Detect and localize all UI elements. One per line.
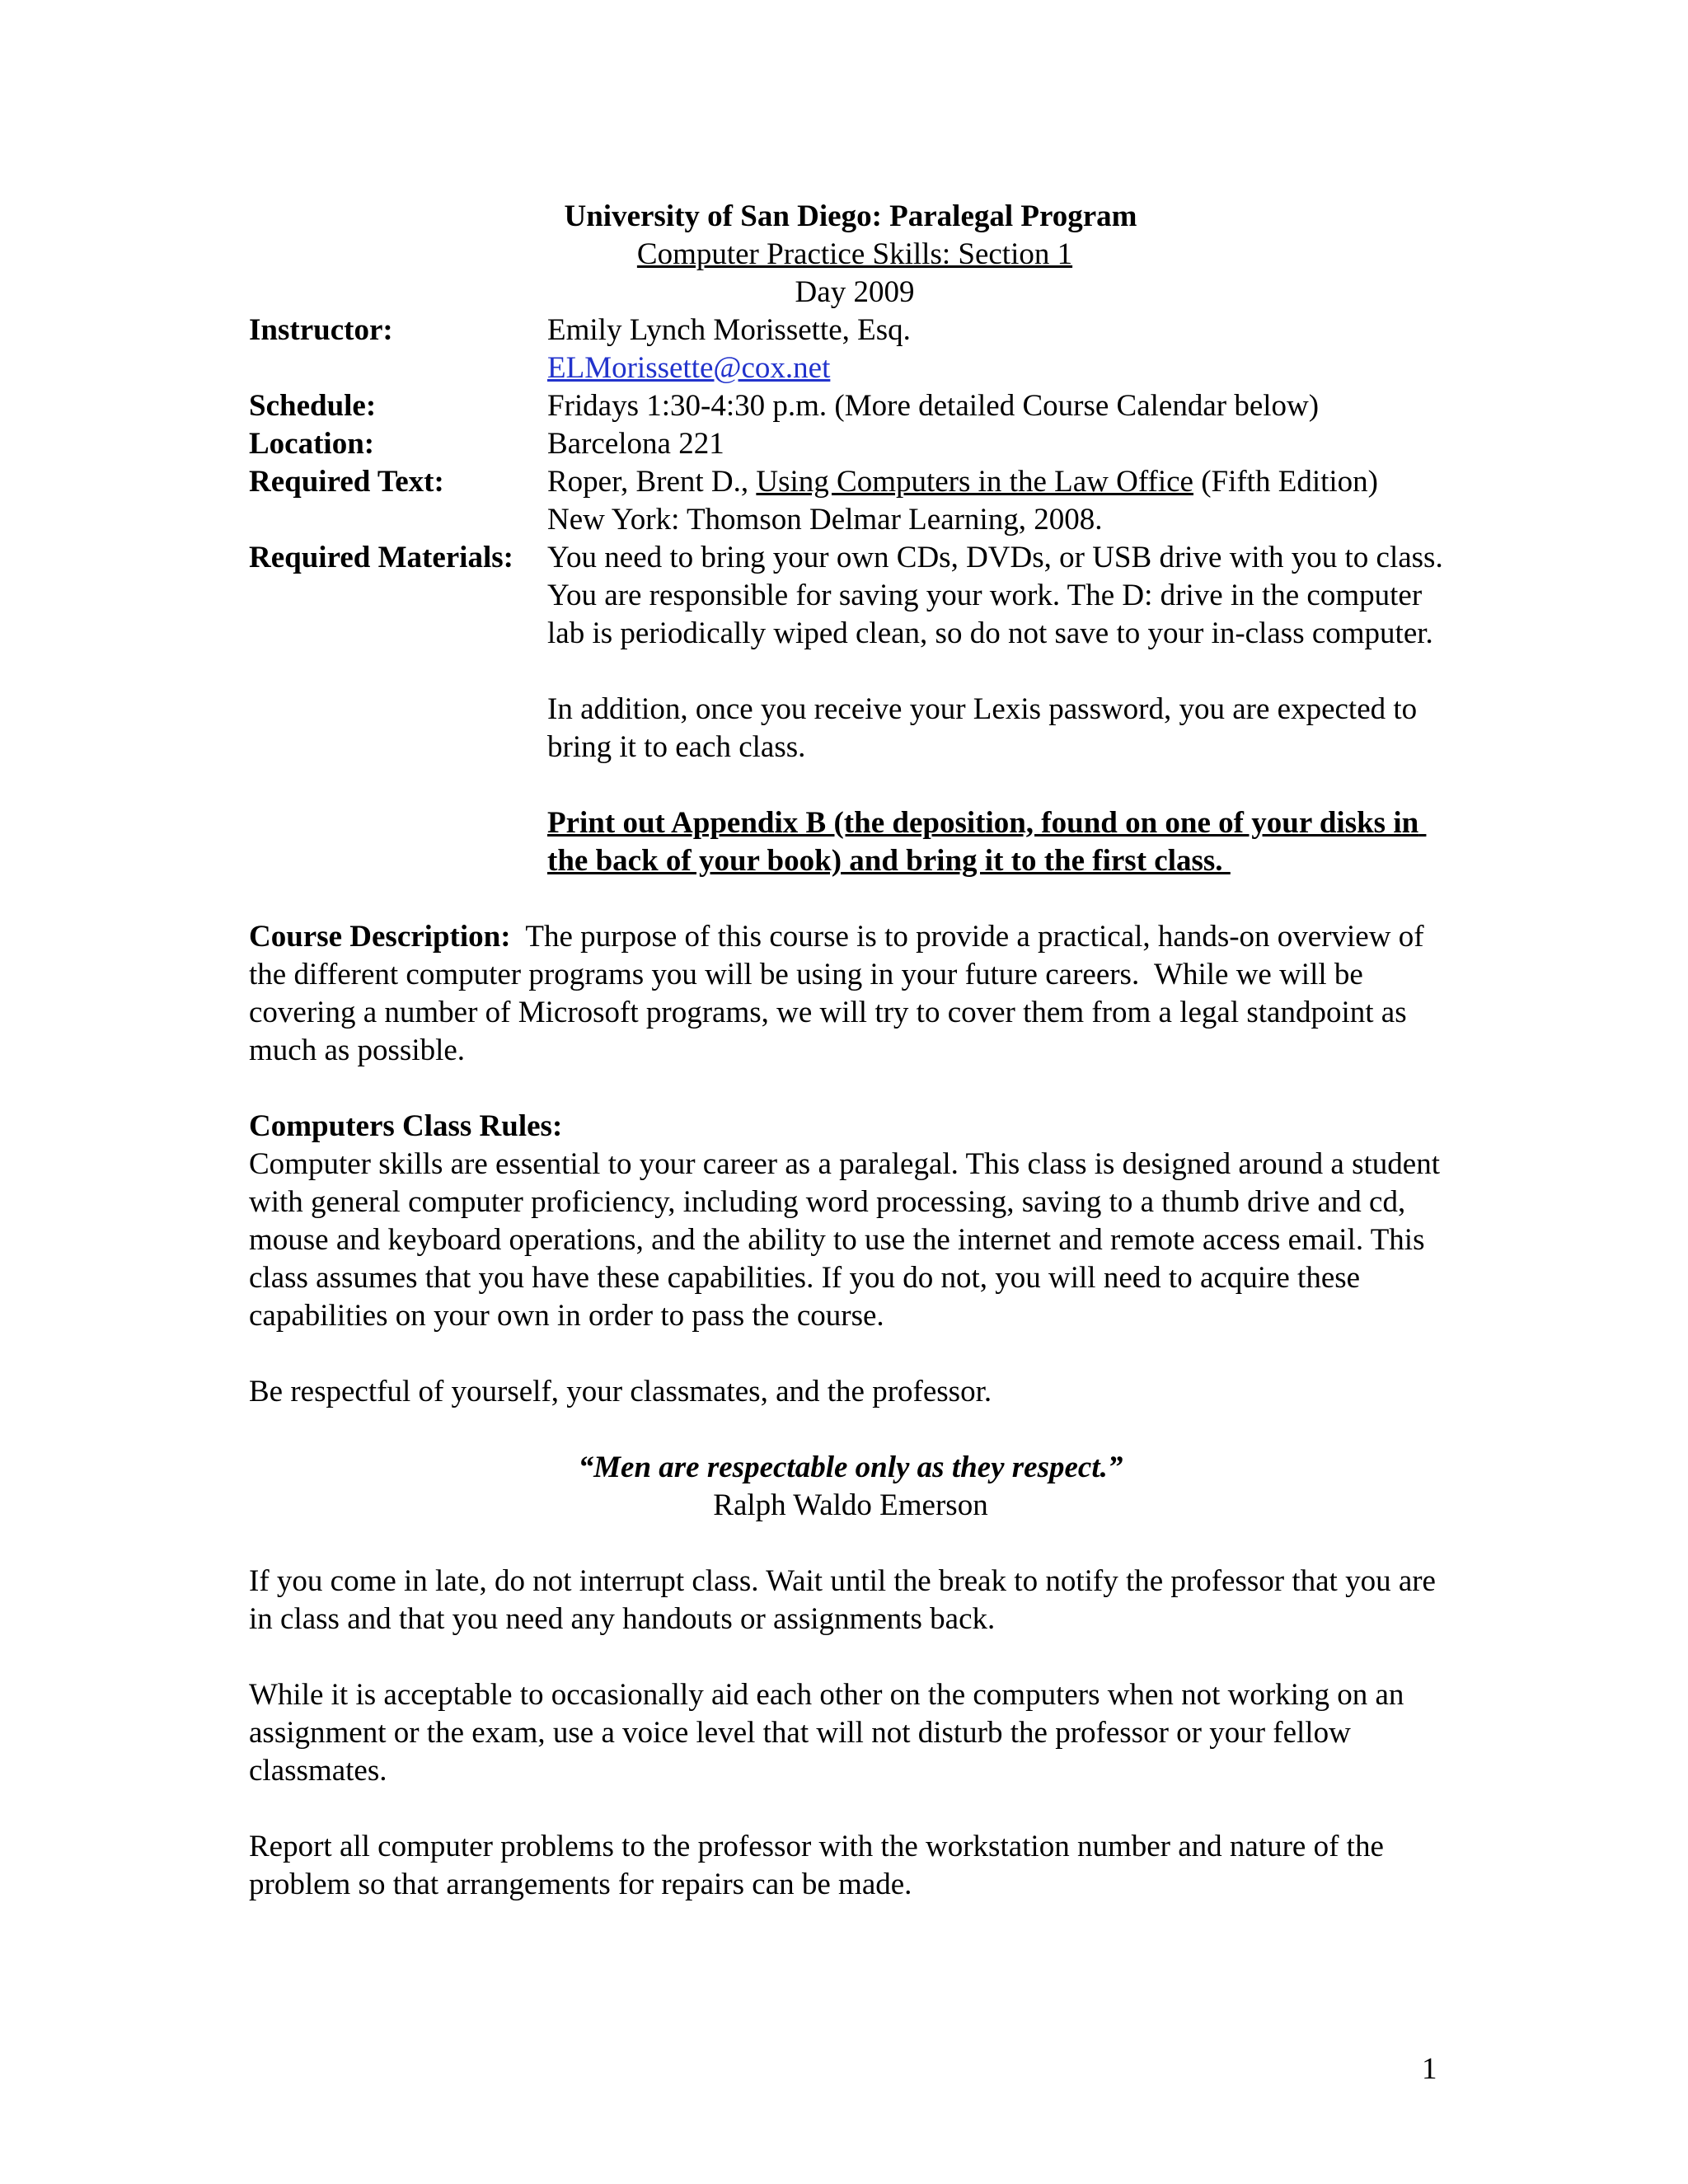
required-materials-row [249,539,1452,880]
book-title: Using Computers in the Law Office [756,465,1193,499]
class-rules-paragraph-3: If you come in late, do not interrupt class. Wait until the break to notify the professor that you are in class and that you need any handouts or assignments back. [249,1564,1436,1636]
required-text-row [249,463,1452,539]
course-name: Computer Practice Skills: Section 1 [636,237,1073,271]
location-row [249,425,1452,463]
book-author: Roper, Brent D., [547,465,757,499]
required-text-label: Required Text: [249,465,444,499]
schedule-row [249,387,1452,425]
class-rules-heading: Computers Class Rules: [249,1109,563,1143]
instructor-value [547,312,1452,387]
materials-paragraph-1: You need to bring your own CDs, DVDs, or USB drive with you to class. You are responsible for saving your work. The D: drive in the computer lab is periodically wiped clean, so do not save to your in-class computer. [547,541,1443,650]
materials-paragraph-2: In addition, once you receive your Lexis password, you are expected to bring it to each class. [547,692,1418,764]
page-number: 1 [1422,2052,1437,2086]
location-label: Location: [249,427,375,461]
book-edition: (Fifth Edition) [1193,465,1378,499]
course-description [249,918,1452,1070]
required-text-value [547,463,1452,539]
course-description-text: The purpose of this course is to provide a practical, hands-on overview of the different computer programs you will be using in your future careers. While we will be covering a number of Microsoft programs, we will try to cover them from a legal standpoint as much as possible. [249,920,1432,1067]
document-page [249,198,1452,1904]
instructor-email-link[interactable]: ELMorissette@cox.net [547,351,831,385]
quote-author: Ralph Waldo Emerson [713,1488,988,1522]
location-value: Barcelona 221 [547,427,724,461]
required-materials-value [547,539,1452,880]
instructor-row [249,312,1452,387]
course-name-line [249,236,1452,274]
course-description-label: Course Description: [249,920,511,954]
class-rules-paragraph-2: Be respectful of yourself, your classmates, and the professor. [249,1375,992,1408]
required-text-citation [547,463,1452,501]
materials-paragraph-3: Print out Appendix B (the deposition, found on one of your disks in the back of your book) and bring it to the first class. [547,806,1427,878]
term: Day 2009 [795,275,915,309]
emerson-quote: “Men are respectable only as they respect.” [578,1451,1123,1484]
required-materials-label: Required Materials: [249,541,513,574]
class-rules-paragraph-4: While it is acceptable to occasionally aid each other on the computers when not working on an assignment or the exam, use a voice level that will not disturb the professor or your fellow classmates. [249,1678,1404,1788]
class-rules-paragraph-1: Computer skills are essential to your career as a paralegal. This class is designed around a student with general computer proficiency, including word processing, saving to a thumb drive and cd, mouse and keyboard operations, and the ability to use the internet and remote access email. This class assumes that you have these capabilities. If you do not, you will need to acquire these capabilities on your own in order to pass the course. [249,1147,1440,1333]
schedule-label: Schedule: [249,389,377,423]
book-publisher: New York: Thomson Delmar Learning, 2008. [547,503,1103,537]
document-title: University of San Diego: Paralegal Program [564,199,1137,233]
instructor-name: Emily Lynch Morissette, Esq. [547,313,911,347]
class-rules-paragraph-5: Report all computer problems to the professor with the workstation number and nature of the problem so that arrangements for repairs can be made. [249,1830,1384,1901]
schedule-value: Fridays 1:30-4:30 p.m. (More detailed Course Calendar below) [547,389,1320,423]
instructor-label: Instructor: [249,313,393,347]
